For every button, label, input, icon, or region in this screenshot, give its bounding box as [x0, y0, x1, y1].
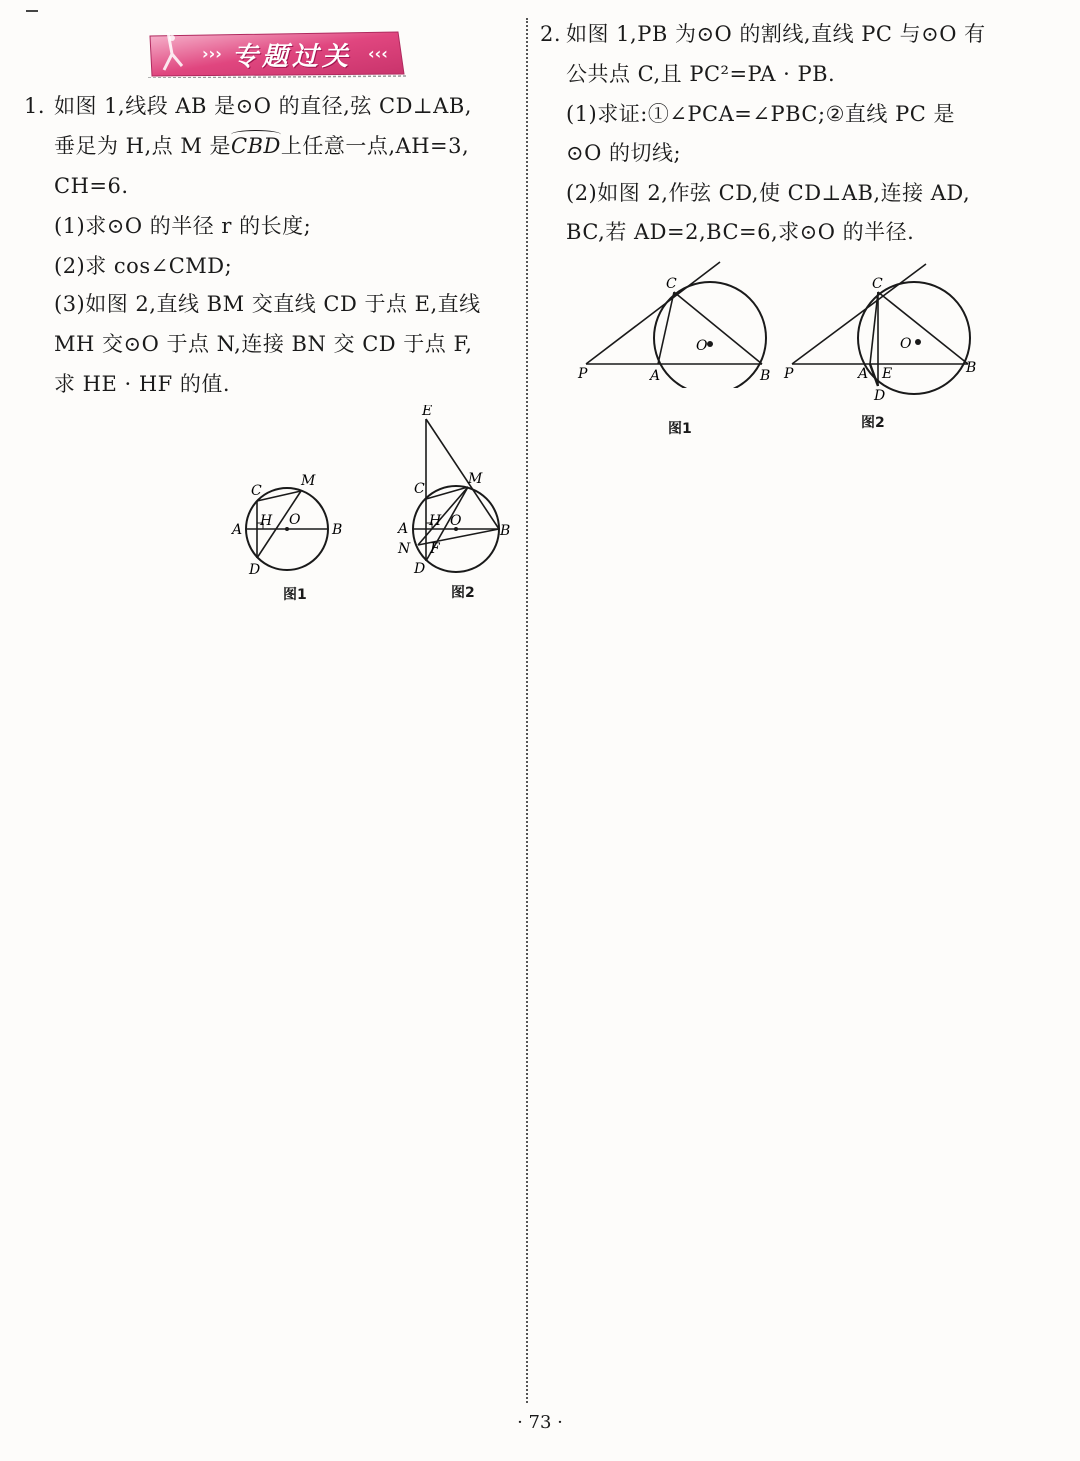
point-label: A	[232, 522, 243, 538]
problem-2-q2-line1: (2)如图 2,作弦 CD,使 CD⊥AB,连接 AD,	[566, 181, 971, 205]
problem-1-number: 1.	[24, 94, 46, 118]
center-o	[707, 341, 713, 347]
problem-1-line2b: 上任意一点,AH=3,	[280, 134, 470, 158]
problem-2-fig1-caption: 图1	[668, 421, 692, 437]
point-label: D	[249, 562, 261, 578]
point-label: B	[332, 522, 343, 538]
problem-1-fig2-caption: 图2	[451, 585, 475, 601]
circle-o	[654, 282, 766, 388]
problem-1-figure-1	[225, 465, 355, 580]
point-label: D	[874, 388, 886, 404]
point-label: N	[398, 541, 411, 557]
point-label: M	[468, 471, 483, 487]
point-label: H	[260, 513, 273, 529]
problem-1-q3-line3: 求 HE · HF 的值.	[54, 372, 231, 396]
problem-2-line1: 如图 1,PB 为⊙O 的割线,直线 PC 与⊙O 有	[566, 22, 986, 46]
point-label: H	[429, 513, 442, 529]
center-o	[915, 339, 921, 345]
problem-1-line3: CH=6.	[54, 174, 129, 198]
problem-1-q3-line1: (3)如图 2,直线 BM 交直线 CD 于点 E,直线	[54, 292, 481, 316]
point-label: C	[251, 483, 262, 499]
problem-1-fig1-caption: 图1	[283, 587, 307, 603]
page-number: · 73 ·	[517, 1412, 563, 1433]
point-label: O	[900, 336, 912, 352]
point-label: A	[398, 521, 409, 537]
segment-cb	[674, 292, 762, 364]
problem-1-line2	[54, 134, 469, 159]
segment-cb	[878, 292, 968, 364]
problem-1-line1: 如图 1,线段 AB 是⊙O 的直径,弦 CD⊥AB,	[54, 94, 472, 118]
problem-2-q2-line2: BC,若 AD=2,BC=6,求⊙O 的半径.	[566, 220, 915, 244]
problem-2-fig2-caption: 图2	[861, 415, 885, 431]
point-label: E	[882, 366, 893, 382]
problem-1-line2a: 垂足为 H,点 M 是	[54, 134, 232, 158]
problem-2-q1-line1: (1)求证:①∠PCA=∠PBC;②直线 PC 是	[566, 102, 955, 126]
problem-2-figure-2	[780, 258, 980, 408]
problem-1-q2: (2)求 cos∠CMD;	[54, 254, 233, 278]
point-label: D	[414, 561, 426, 577]
arc-cbd: CBD	[231, 134, 281, 158]
point-label: B	[966, 360, 977, 376]
point-label: P	[578, 366, 588, 382]
point-label: B	[500, 523, 511, 539]
problem-1-q3-line2: MH 交⊙O 于点 N,连接 BN 交 CD 于点 F,	[54, 332, 473, 356]
point-label: C	[414, 481, 425, 497]
point-label: E	[422, 405, 433, 419]
point-label: F	[430, 541, 440, 557]
problem-2-line2: 公共点 C,且 PC²=PA · PB.	[566, 62, 836, 86]
point-label: O	[289, 512, 301, 528]
banner-arrows-right: ‹‹‹	[368, 44, 388, 63]
section-title: 专题过关	[232, 42, 353, 72]
section-banner	[146, 30, 408, 78]
point-label: P	[784, 366, 794, 382]
point-label: B	[760, 368, 771, 384]
point-label: O	[450, 513, 462, 529]
point-label: C	[872, 276, 883, 292]
point-label: A	[858, 366, 869, 382]
problem-2-number: 2.	[540, 22, 562, 46]
point-label: A	[650, 368, 661, 384]
problem-2-figure-1	[572, 258, 772, 388]
problem-1-figure-2	[392, 405, 522, 585]
point-label: M	[301, 473, 316, 489]
banner-arrows-left: ›››	[202, 44, 222, 63]
point-label: O	[696, 338, 708, 354]
corner-mark	[26, 10, 38, 12]
column-divider	[526, 18, 528, 1403]
problem-2-q1-line2: ⊙O 的切线;	[566, 141, 682, 165]
point-label: C	[666, 276, 677, 292]
problem-1-q1: (1)求⊙O 的半径 r 的长度;	[54, 214, 312, 238]
